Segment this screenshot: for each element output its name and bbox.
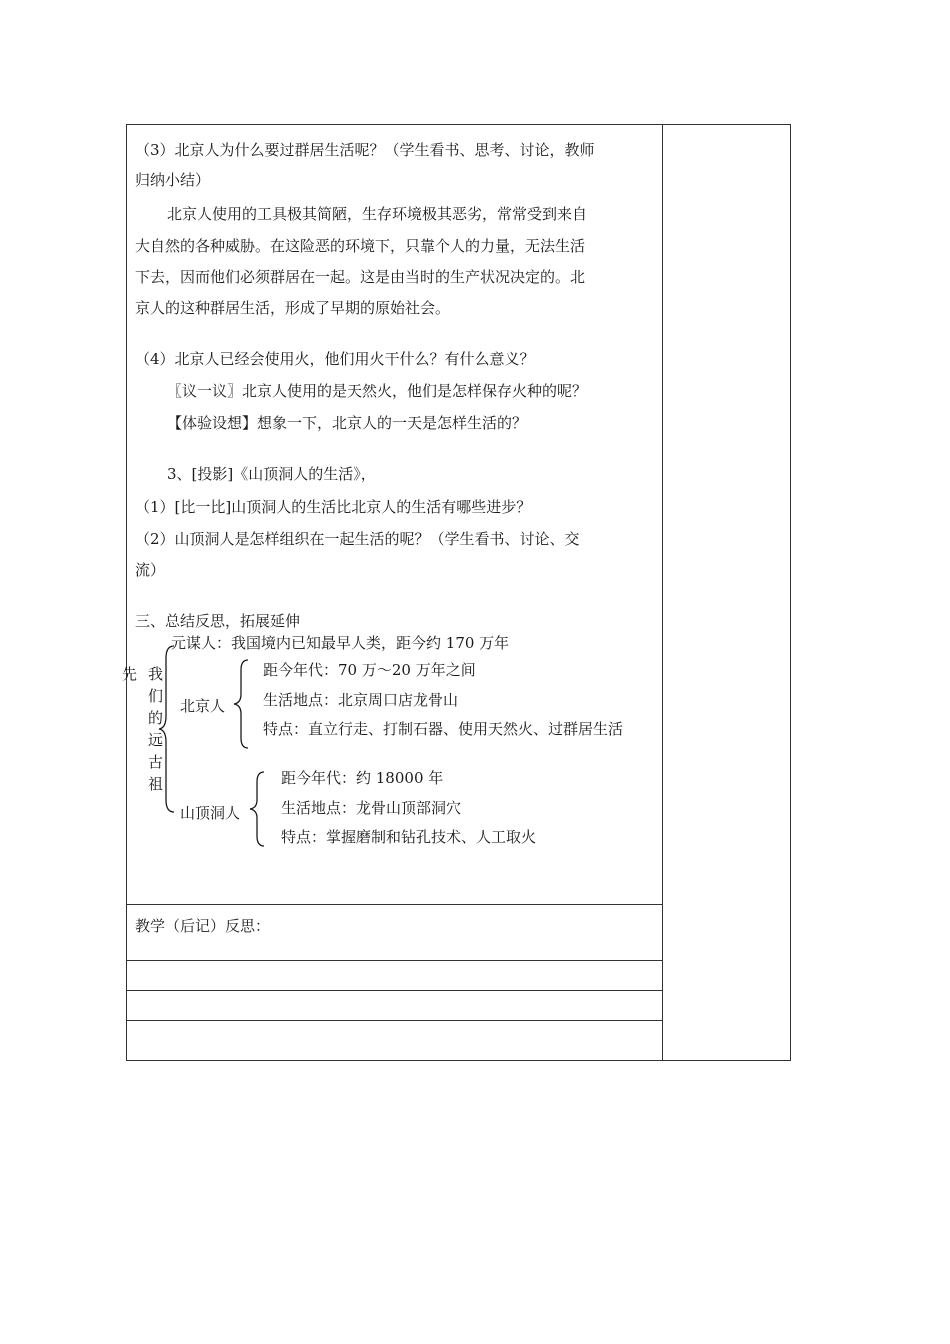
root-char: 祖 [148, 775, 164, 793]
answer-line-4: 京人的这种群居生活，形成了早期的原始社会。 [135, 299, 451, 317]
row-divider [126, 960, 662, 961]
beijing-brace [232, 658, 250, 750]
question-3-line-2: 归纳小结） [135, 171, 211, 189]
beijing-place: 生活地点：北京周口店龙骨山 [263, 691, 459, 709]
question-2-line-2: 流） [135, 561, 166, 579]
root-char: 们 [148, 687, 164, 705]
root-char: 我 [148, 665, 164, 683]
shanding-place: 生活地点：龙骨山顶部洞穴 [281, 799, 462, 817]
shanding-features: 特点：掌握磨制和钻孔技术、人工取火 [281, 828, 537, 846]
row-divider [126, 990, 662, 991]
root-char: 远 [148, 731, 164, 749]
beijing-features: 特点：直立行走、打制石器、使用天然火、过群居生活 [263, 720, 624, 738]
beijing-label: 北京人 [180, 697, 226, 715]
experience-prompt: 【体验设想】想象一下，北京人的一天是怎样生活的？ [167, 414, 528, 432]
clipped-character: 先 [122, 665, 138, 683]
shanding-brace [248, 770, 266, 848]
row-divider [126, 1020, 662, 1021]
question-4: （4）北京人已经会使用火，他们用火干什么？有什么意义？ [135, 350, 535, 368]
compare-question: （1）[比一比]山顶洞人的生活比北京人的生活有哪些进步？ [135, 498, 532, 516]
reflection-label: 教学（后记）反思： [135, 917, 271, 935]
column-divider [662, 124, 663, 1060]
root-brace [158, 644, 178, 814]
discussion-prompt: 〖议一议〗北京人使用的是天然火，他们是怎样保存火种的呢？ [167, 382, 588, 400]
section-3-heading: 3、[投影]《山顶洞人的生活》， [167, 465, 376, 483]
answer-line-2: 大自然的各种威胁。在这险恶的环境下，只靠个人的力量，无法生活 [135, 237, 586, 255]
root-char: 的 [148, 709, 164, 727]
beijing-age: 距今年代：70 万～20 万年之间 [263, 661, 476, 679]
shanding-age: 距今年代：约 18000 年 [281, 769, 444, 787]
root-char: 古 [148, 753, 164, 771]
summary-heading: 三、总结反思，拓展延伸 [135, 612, 301, 630]
yuanmou-entry: 元谋人：我国境内已知最早人类，距今约 170 万年 [171, 634, 510, 652]
question-3-line-1: （3）北京人为什么要过群居生活呢？（学生看书、思考、讨论，教师 [135, 141, 595, 159]
row-divider [126, 904, 662, 905]
answer-line-3: 下去，因而他们必须群居在一起。这是由当时的生产状况决定的。北 [135, 268, 586, 286]
shanding-label: 山顶洞人 [180, 804, 241, 822]
answer-line-1: 北京人使用的工具极其简陋，生存环境极其恶劣，常常受到来自 [167, 205, 588, 223]
question-2-line-1: （2）山顶洞人是怎样组织在一起生活的呢？（学生看书、讨论、交 [135, 530, 580, 548]
